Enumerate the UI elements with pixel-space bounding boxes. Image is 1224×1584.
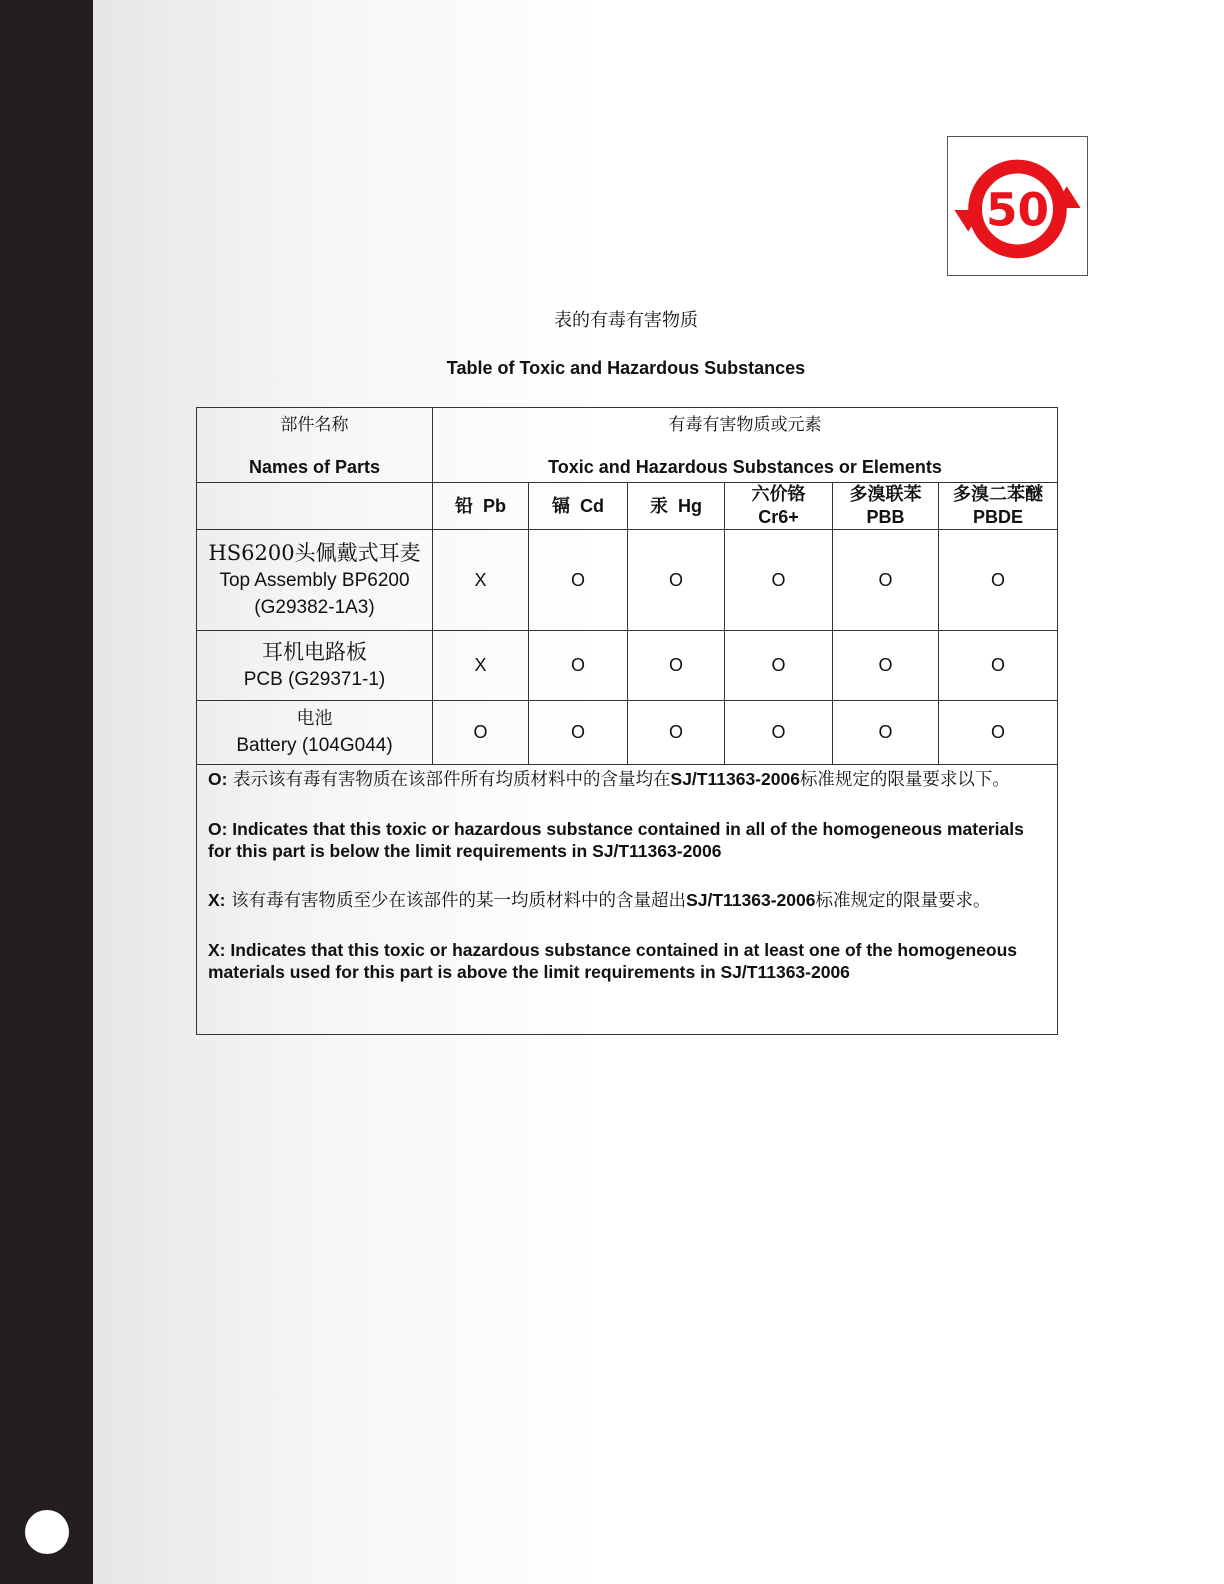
substance-pb-cn: 铅 (454, 495, 473, 516)
substance-pb (433, 483, 529, 530)
notes-row (197, 765, 1058, 1035)
value-cell: O (628, 530, 725, 631)
substance-cd-cn: 镉 (551, 495, 570, 516)
part-name-en: PCB (G29371-1) (243, 669, 386, 690)
substance-cr6-en: Cr6+ (758, 507, 799, 527)
substance-pbde (939, 483, 1058, 530)
value-cell: O (833, 701, 939, 765)
title-chinese: 表的有毒有害物质 (554, 310, 698, 331)
note-o-cn-text-a: 表示该有毒有害物质在该部件所有均质材料中的含量均在 (227, 770, 671, 790)
title-english: Table of Toxic and Hazardous Substances (446, 358, 806, 378)
value-cell: O (939, 631, 1058, 701)
note-o-cn-prefix: O: (208, 769, 228, 789)
substance-pbde-en: PBDE (972, 507, 1023, 527)
empty-header-cell (197, 483, 433, 530)
substance-hg-en: Hg (678, 495, 702, 516)
substance-cd (529, 483, 628, 530)
substance-pbde-cn: 多溴二苯醚 (953, 484, 1043, 504)
value-cell: O (833, 530, 939, 631)
part-name-cell (197, 701, 433, 765)
part-name-cn: 电池 (296, 708, 333, 729)
table-row (197, 701, 1058, 765)
efup-logo-graphic (948, 137, 1087, 275)
substance-cr6-cn: 六价铬 (751, 484, 806, 504)
header-substances-en: Toxic and Hazardous Substances or Elements (548, 457, 942, 477)
part-name-cn: HS6200头佩戴式耳麦 (208, 541, 421, 565)
header-parts-en: Names of Parts (248, 457, 381, 477)
note-o-chinese (208, 768, 1047, 791)
note-x-cn-prefix: X: (208, 890, 226, 910)
value-cell: O (939, 701, 1058, 765)
value-cell: O (833, 631, 939, 701)
value-cell: O (529, 701, 628, 765)
header-substances-cell (433, 408, 1058, 483)
substance-hg-cn: 汞 (649, 495, 668, 516)
substance-pbb-cn: 多溴联苯 (849, 484, 922, 504)
efup-logo-number: 50 (985, 183, 1050, 237)
hazardous-substances-table (196, 407, 1058, 1035)
value-cell: O (529, 530, 628, 631)
substance-pb-en: Pb (483, 495, 507, 516)
note-x-cn-standard: SJ/T11363-2006 (686, 890, 816, 910)
part-name-en: Battery (104G044) (236, 735, 393, 756)
note-o-english: O: Indicates that this toxic or hazardous substance contained in all of the homogeneous materials for this part is below the limit requirements in SJ/T11363-2006 (208, 819, 1024, 861)
table-row (197, 530, 1058, 631)
table-header-row (197, 408, 1058, 483)
note-x-english: X: Indicates that this toxic or hazardous substance contained in at least one of the homogeneous materials used for this part is above the limit requirements in SJ/T11363-2006 (208, 940, 1018, 982)
binding-strip (0, 0, 93, 1584)
note-x-chinese (208, 889, 1047, 912)
part-name-en: Top Assembly BP6200 (219, 570, 410, 591)
page-corner-dot (25, 1510, 69, 1554)
value-cell: X (433, 530, 529, 631)
note-x-cn-text-a: 该有毒有害物质至少在该部件的某一均质材料中的含量超出 (225, 891, 687, 911)
substance-cd-en: Cd (580, 495, 604, 516)
part-name-cn: 耳机电路板 (262, 640, 367, 664)
header-substances-cn: 有毒有害物质或元素 (668, 415, 822, 435)
value-cell: X (433, 631, 529, 701)
value-cell: O (628, 701, 725, 765)
value-cell: O (725, 701, 833, 765)
notes-cell (197, 765, 1058, 1035)
substance-cr6 (725, 483, 833, 530)
value-cell: O (725, 530, 833, 631)
part-number: (G29382-1A3) (254, 597, 375, 618)
header-parts-cn: 部件名称 (280, 415, 349, 435)
note-o-cn-text-b: 标准规定的限量要求以下。 (799, 770, 1010, 790)
table-row (197, 631, 1058, 701)
substance-header-row (197, 483, 1058, 530)
note-o-cn-standard: SJ/T11363-2006 (670, 769, 800, 789)
value-cell: O (939, 530, 1058, 631)
header-parts-cell (197, 408, 433, 483)
value-cell: O (433, 701, 529, 765)
substance-hg (628, 483, 725, 530)
part-name-cell (197, 631, 433, 701)
value-cell: O (725, 631, 833, 701)
substance-pbb (833, 483, 939, 530)
value-cell: O (529, 631, 628, 701)
efup-50-logo (947, 136, 1088, 276)
part-name-cell (197, 530, 433, 631)
substance-pbb-en: PBB (866, 507, 905, 527)
value-cell: O (628, 631, 725, 701)
note-x-cn-text-b: 标准规定的限量要求。 (815, 891, 991, 911)
